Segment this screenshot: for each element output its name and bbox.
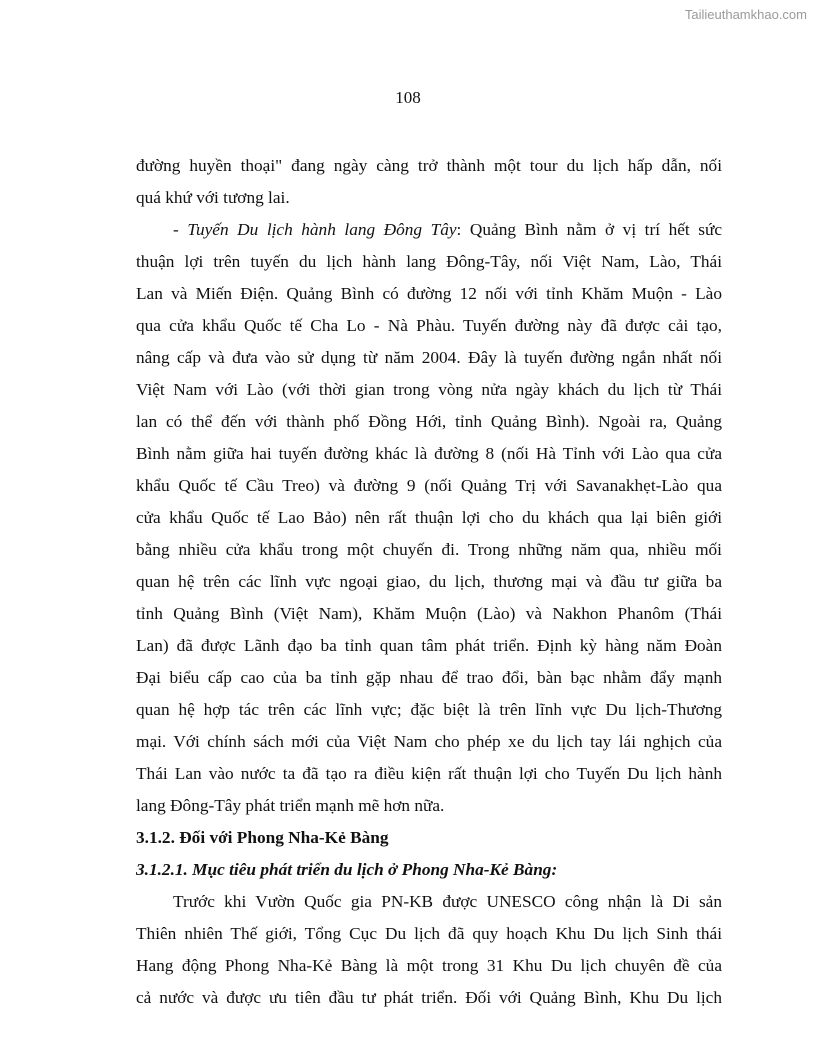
text-line: lan có thể đến với thành phố Đồng Hới, tỉnh Quảng Bình). Ngoài ra, Quảng bbox=[136, 412, 722, 431]
intro-line: Trước khi Vườn Quốc gia PN-KB được UNESCO công nhận là Di sản bbox=[173, 892, 722, 911]
subsection-heading: 3.1.2.1. Mục tiêu phát triển du lịch ở Phong Nha-Kẻ Bàng: bbox=[136, 860, 558, 879]
text-line: khẩu Quốc tế Cầu Treo) và đường 9 (nối Quảng Trị với Savanakhẹt-Lào qua bbox=[136, 476, 722, 495]
text-line: qua cửa khẩu Quốc tế Cha Lo - Nà Phàu. Tuyến đường này đã được cải tạo, bbox=[136, 316, 722, 335]
dash: - bbox=[173, 220, 188, 239]
text-line: Lan và Miến Điện. Quảng Bình có đường 12 nối với tỉnh Khăm Muộn - Lào bbox=[136, 284, 722, 303]
route-title: Tuyến Du lịch hành lang Đông Tây bbox=[187, 220, 457, 239]
text-line: Đại biểu cấp cao của ba tỉnh gặp nhau để trao đổi, bàn bạc nhằm đẩy mạnh bbox=[136, 668, 722, 687]
text-line: Lan) đã được Lãnh đạo ba tỉnh quan tâm phát triển. Định kỳ hàng năm Đoàn bbox=[136, 636, 722, 655]
text-line: bằng nhiều cửa khẩu trong một chuyến đi. Trong những năm qua, nhiều mối bbox=[136, 540, 722, 559]
text-line: mại. Với chính sách mới của Việt Nam cho phép xe du lịch tay lái nghịch của bbox=[136, 732, 722, 751]
text-line: Thiên nhiên Thế giới, Tổng Cục Du lịch đã quy hoạch Khu Du lịch Sinh thái bbox=[136, 924, 722, 943]
page-number: 108 bbox=[395, 88, 421, 107]
section-heading: 3.1.2. Đối với Phong Nha-Kẻ Bàng bbox=[136, 828, 389, 847]
text-line: Thái Lan vào nước ta đã tạo ra điều kiện rất thuận lợi cho Tuyến Du lịch hành bbox=[136, 764, 722, 783]
text-line: quá khứ với tương lai. bbox=[136, 188, 290, 207]
watermark: Tailieuthamkhao.com bbox=[684, 7, 807, 22]
text-line: Việt Nam với Lào (với thời gian trong vòng nửa ngày khách du lịch từ Thái bbox=[136, 380, 722, 399]
text-line: Hang động Phong Nha-Kẻ Bàng là một trong 31 Khu Du lịch chuyên đề của bbox=[136, 956, 722, 975]
text-line: thuận lợi trên tuyến du lịch hành lang Đông-Tây, nối Việt Nam, Lào, Thái bbox=[136, 252, 722, 271]
text-line: lang Đông-Tây phát triển mạnh mẽ hơn nữa. bbox=[136, 796, 445, 815]
text-line: quan hệ hợp tác trên các lĩnh vực; đặc biệt là trên lĩnh vực Du lịch-Thương bbox=[136, 700, 722, 719]
text-line: Bình nằm giữa hai tuyến đường khác là đường 8 (nối Hà Tỉnh với Lào qua cửa bbox=[136, 444, 722, 463]
route-text: : Quảng Bình nằm ở vị trí hết sức bbox=[456, 220, 722, 239]
text-line: nâng cấp và đưa vào sử dụng từ năm 2004. Đây là tuyến đường ngắn nhất nối bbox=[136, 348, 722, 367]
text-line: đường huyền thoại" đang ngày càng trở thành một tour du lịch hấp dẫn, nối bbox=[136, 156, 722, 175]
text-line: cả nước và được ưu tiên đầu tư phát triển. Đối với Quảng Bình, Khu Du lịch bbox=[136, 988, 722, 1007]
text-line: tỉnh Quảng Bình (Việt Nam), Khăm Muộn (Lào) và Nakhon Phanôm (Thái bbox=[136, 604, 722, 623]
text-line: quan hệ trên các lĩnh vực ngoại giao, du lịch, thương mại và đầu tư giữa ba bbox=[136, 572, 722, 591]
route-paragraph-first-line bbox=[173, 219, 722, 241]
text-line: cửa khẩu Quốc tế Lao Bảo) nên rất thuận lợi cho du khách qua lại biên giới bbox=[136, 508, 722, 527]
